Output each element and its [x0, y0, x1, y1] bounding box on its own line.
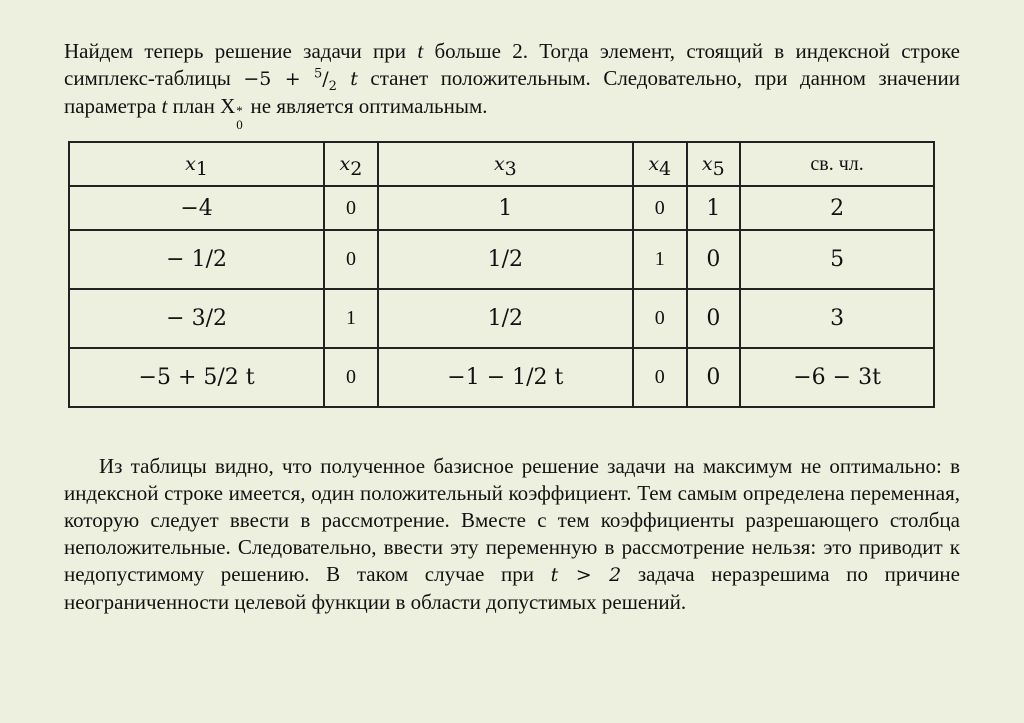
intro-paragraph: Найдем теперь решение задачи при t больше 2. Тогда элемент, стоящий в индексной строке симплекс-таблицы $-5 + ^5/_2$ t станет положительным. Следовательно, при данном значении параметра t план X * 0 не является оптимальным.	[64, 39, 960, 132]
text-segment: не является оптимальным.	[245, 94, 488, 118]
table-cell: 2	[740, 186, 934, 230]
table-cell: 5	[740, 230, 934, 289]
text-segment: задача неразрешима по причине неограниченности целевой функции в области допустимых решений.	[64, 562, 960, 614]
table-header-row	[69, 142, 934, 186]
table-cell: 0	[324, 230, 378, 289]
header-cell: $x_2$	[324, 142, 378, 186]
variable-t: t	[161, 94, 168, 118]
text-segment: Из таблицы видно, что полученное базисное решение задачи на максимум не оптимально: в индексной строке имеется, один положительный коэффициент. Тем самым определена переменная, которую следует ввести в рассмотрение. Вместе с тем коэффициенты разрешающего столбца неположительные. Следовательно, ввести эту переменную в рассмотрение нельзя: это приводит к недопустимому решению. В таком случае при	[64, 454, 960, 586]
table-cell: 0	[687, 348, 741, 407]
table-cell: 1/2	[378, 230, 633, 289]
text-segment: Найдем теперь решение задачи при	[64, 39, 418, 63]
table-cell: 0	[687, 289, 741, 348]
table-cell: −4	[69, 186, 324, 230]
table-cell: 0	[687, 230, 741, 289]
table-cell: 1	[687, 186, 741, 230]
header-cell: $x_4$	[633, 142, 687, 186]
table-cell: − 3/2	[69, 289, 324, 348]
table-cell: −6 − 3t	[740, 348, 934, 407]
table-cell: −5 + 5/2 t	[69, 348, 324, 407]
table-row	[69, 289, 934, 348]
table-row	[69, 186, 934, 230]
text-segment: станет положительным. Следовательно, при данном значении параметра	[64, 66, 960, 118]
simplex-table	[68, 141, 935, 408]
header-cell: $x_5$	[687, 142, 741, 186]
text-segment: больше 2. Тогда элемент, стоящий в индексной строке симплекс-таблицы	[64, 39, 960, 90]
index-row-expression: $-5 + ^5/_2$ t	[243, 66, 358, 94]
header-cell: $x_3$	[378, 142, 633, 186]
condition-expression: t > 2	[550, 564, 622, 586]
table-row	[69, 230, 934, 289]
text-segment: план X	[167, 94, 236, 118]
table-cell: 0	[633, 348, 687, 407]
variable-t: t	[417, 39, 424, 63]
header-cell: св. чл.	[740, 142, 934, 186]
table-cell: 0	[633, 186, 687, 230]
table-row-index	[69, 348, 934, 407]
table-cell: 1/2	[378, 289, 633, 348]
table-cell: 3	[740, 289, 934, 348]
table-cell: 0	[324, 348, 378, 407]
table-cell: −1 − 1/2 t	[378, 348, 633, 407]
header-cell: $x_1$	[69, 142, 324, 186]
table-cell: 1	[324, 289, 378, 348]
table-cell: 1	[378, 186, 633, 230]
table-cell: 0	[324, 186, 378, 230]
table-cell: 1	[633, 230, 687, 289]
table-cell: 0	[633, 289, 687, 348]
table-cell: − 1/2	[69, 230, 324, 289]
conclusion-paragraph	[64, 453, 960, 616]
